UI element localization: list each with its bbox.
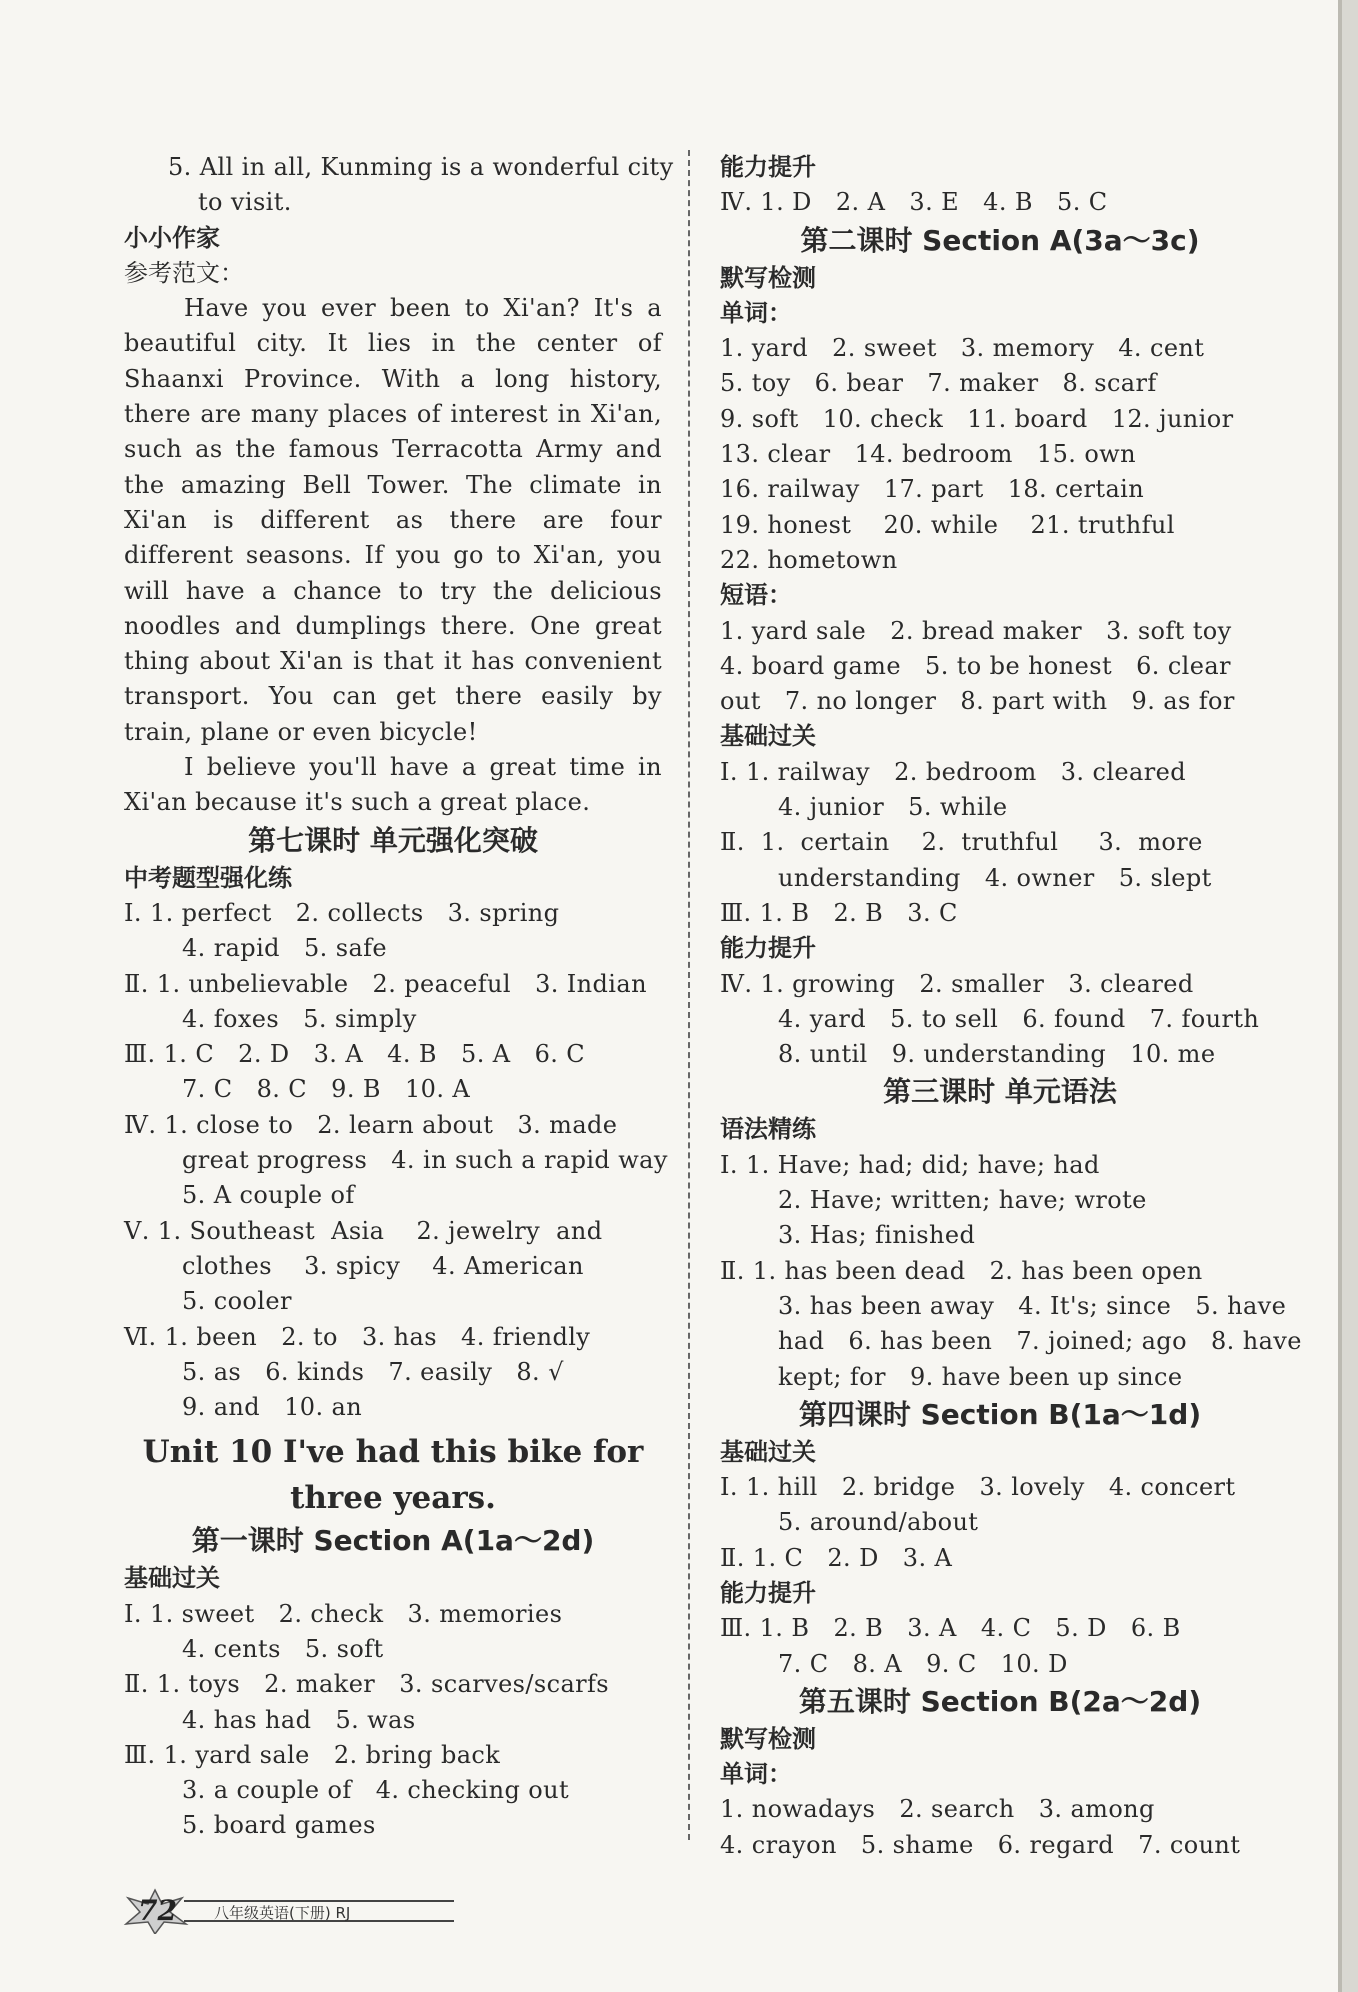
words-list-2 <box>720 1792 1280 1863</box>
basic-answers-left <box>124 1597 662 1844</box>
top-item-line-1: 5. All in all, Kunming is a wonderful city <box>168 153 674 181</box>
answer-line: Ⅲ. 1. B 2. B 3. A 4. C 5. D 6. B <box>720 1614 1181 1643</box>
answer-line: Ⅱ. 1. has been dead 2. has been open <box>720 1256 1203 1285</box>
answer-line: 4. foxes 5. simply <box>182 1004 417 1033</box>
lesson-5-title: 第五课时 Section B(2a～2d) <box>798 1684 1202 1718</box>
lesson-7-title: 第七课时 单元强化突破 <box>248 823 538 857</box>
word-line: 22. hometown <box>720 545 898 574</box>
word-line: 1. nowadays 2. search 3. among <box>720 1795 1155 1824</box>
grammar-answers <box>720 1148 1302 1395</box>
exam-practice-answers <box>124 896 668 1425</box>
page-number: 72 <box>138 1894 177 1927</box>
word-line: 1. yard 2. sweet 3. memory 4. cent <box>720 334 1205 363</box>
answer-line: Ⅰ. 1. railway 2. bedroom 3. cleared <box>720 757 1186 786</box>
answer-line: 5. as 6. kinds 7. easily 8. √ <box>182 1357 564 1386</box>
phrases-label: 短语： <box>720 581 792 610</box>
answer-line: Ⅰ. 1. Have; had; did; have; had <box>720 1150 1100 1179</box>
phrase-line: out 7. no longer 8. part with 9. as for <box>720 687 1235 716</box>
right-column <box>720 150 1302 1863</box>
answer-line: 2. Have; written; have; wrote <box>778 1186 1147 1215</box>
answer-line: 4. has had 5. was <box>182 1705 416 1734</box>
phrases-list <box>720 614 1280 720</box>
answer-line: Ⅱ. 1. C 2. D 3. A <box>720 1543 953 1572</box>
answer-line: 4. cents 5. soft <box>182 1634 384 1663</box>
top-item-line-2: to visit. <box>198 188 292 217</box>
word-line: 19. honest 20. while 21. truthful <box>720 510 1175 539</box>
answer-line: Ⅳ. 1. growing 2. smaller 3. cleared <box>720 969 1194 998</box>
word-line: 16. railway 17. part 18. certain <box>720 475 1145 504</box>
page-edge <box>1342 0 1358 1992</box>
ability-label-2: 能力提升 <box>720 934 816 963</box>
sample-label: 参考范文： <box>124 258 244 287</box>
answer-line: 4. junior 5. while <box>778 793 1008 822</box>
basic-label-left: 基础过关 <box>124 1564 220 1593</box>
answer-line: 8. until 9. understanding 10. me <box>778 1040 1216 1069</box>
answer-line: 3. has been away 4. It's; since 5. have <box>778 1291 1287 1320</box>
answer-line: 7. C 8. A 9. C 10. D <box>778 1649 1068 1678</box>
answer-line: Ⅰ. 1. perfect 2. collects 3. spring <box>124 898 560 927</box>
ability-label-3: 能力提升 <box>720 1578 816 1607</box>
words-label: 单词： <box>720 298 792 327</box>
exam-practice-label: 中考题型强化练 <box>124 863 292 892</box>
essay-paragraph-2: I believe you'll have a great time in Xi'an because it's such a great place. <box>124 753 662 817</box>
basic-label-right: 基础过关 <box>720 722 816 751</box>
answer-line: 5. around/about <box>778 1508 979 1537</box>
answer-line: 5. A couple of <box>182 1181 355 1210</box>
lesson-1-title: 第一课时 Section A(1a～2d) <box>191 1524 595 1558</box>
left-column <box>124 150 674 1844</box>
dictation-label: 默写检测 <box>720 263 816 292</box>
basic-answers-right-2 <box>720 1470 1280 1576</box>
answer-line: Ⅱ. 1. certain 2. truthful 3. more <box>720 828 1203 857</box>
lesson-3-title: 第三课时 单元语法 <box>883 1075 1117 1109</box>
answer-line: Ⅱ. 1. unbelievable 2. peaceful 3. Indian <box>124 969 647 998</box>
page-footer <box>120 1888 460 1934</box>
answer-line: 3. Has; finished <box>778 1221 976 1250</box>
word-line: 13. clear 14. bedroom 15. own <box>720 440 1136 469</box>
answer-line: Ⅰ. 1. sweet 2. check 3. memories <box>124 1599 563 1628</box>
ability-label-1: 能力提升 <box>720 153 816 181</box>
unit-title-line-2: three years. <box>290 1480 496 1517</box>
ability-line-1: Ⅳ. 1. D 2. A 3. E 4. B 5. C <box>720 188 1108 217</box>
answer-line: Ⅲ. 1. yard sale 2. bring back <box>124 1740 501 1769</box>
writing-label: 小小作家 <box>124 223 220 252</box>
answer-line: Ⅲ. 1. B 2. B 3. C <box>720 898 958 927</box>
ability-answers-3 <box>720 1611 1280 1682</box>
grammar-label: 语法精练 <box>720 1115 816 1144</box>
column-divider <box>688 150 690 1840</box>
answer-line: 4. rapid 5. safe <box>182 934 388 963</box>
answer-line: Ⅱ. 1. toys 2. maker 3. scarves/scarfs <box>124 1670 610 1699</box>
answer-line: 4. yard 5. to sell 6. found 7. fourth <box>778 1004 1260 1033</box>
answer-line: clothes 3. spicy 4. American <box>182 1251 584 1280</box>
answer-line: 5. cooler <box>182 1287 292 1316</box>
words-list <box>720 331 1280 578</box>
word-line: 4. crayon 5. shame 6. regard 7. count <box>720 1830 1241 1859</box>
answer-line: 3. a couple of 4. checking out <box>182 1776 569 1805</box>
answer-line: Ⅵ. 1. been 2. to 3. has 4. friendly <box>124 1322 591 1351</box>
phrase-line: 1. yard sale 2. bread maker 3. soft toy <box>720 616 1232 645</box>
basic-label-right-2: 基础过关 <box>720 1437 816 1466</box>
lesson-2-title: 第二课时 Section A(3a～3c) <box>800 223 1200 257</box>
unit-title-line-1: Unit 10 I've had this bike for <box>142 1434 644 1471</box>
answer-line: had 6. has been 7. joined; ago 8. have <box>778 1327 1302 1356</box>
answer-line: great progress 4. in such a rapid way <box>182 1146 668 1175</box>
answer-line: Ⅲ. 1. C 2. D 3. A 4. B 5. A 6. C <box>124 1040 586 1069</box>
answer-line: Ⅳ. 1. close to 2. learn about 3. made <box>124 1110 618 1139</box>
answer-line: 9. and 10. an <box>182 1393 363 1422</box>
phrase-line: 4. board game 5. to be honest 6. clear <box>720 651 1231 680</box>
dictation-label-2: 默写检测 <box>720 1724 816 1753</box>
book-label: 八年级英语(下册) RJ <box>184 1900 454 1922</box>
answer-line: 5. board games <box>182 1811 376 1840</box>
answer-line: kept; for 9. have been up since <box>778 1362 1183 1391</box>
answer-line: Ⅴ. 1. Southeast Asia 2. jewelry and <box>124 1216 603 1245</box>
lesson-4-title: 第四课时 Section B(1a～1d) <box>798 1397 1202 1431</box>
essay-paragraph-1: Have you ever been to Xi'an? It's a beautiful city. It lies in the center of Shaanxi Province. With a long history, there are many places of interest in Xi'an, such as the famous Terracotta Army and the amazing Bell Tower. The climate in Xi'an is different as there are four different seasons. If you go to Xi'an, you will have a chance to try the delicious noodles and dumplings there. One great thing about Xi'an is that it has convenient transport. You can get there easily by train, plane or even bicycle! <box>124 294 662 746</box>
ability-answers-2 <box>720 967 1280 1073</box>
word-line: 9. soft 10. check 11. board 12. junior <box>720 404 1234 433</box>
answer-line: 7. C 8. C 9. B 10. A <box>182 1075 471 1104</box>
answer-line: Ⅰ. 1. hill 2. bridge 3. lovely 4. concert <box>720 1473 1236 1502</box>
basic-answers-right <box>720 755 1280 931</box>
words-label-2: 单词： <box>720 1760 792 1789</box>
answer-line: understanding 4. owner 5. slept <box>778 863 1212 892</box>
word-line: 5. toy 6. bear 7. maker 8. scarf <box>720 369 1157 398</box>
